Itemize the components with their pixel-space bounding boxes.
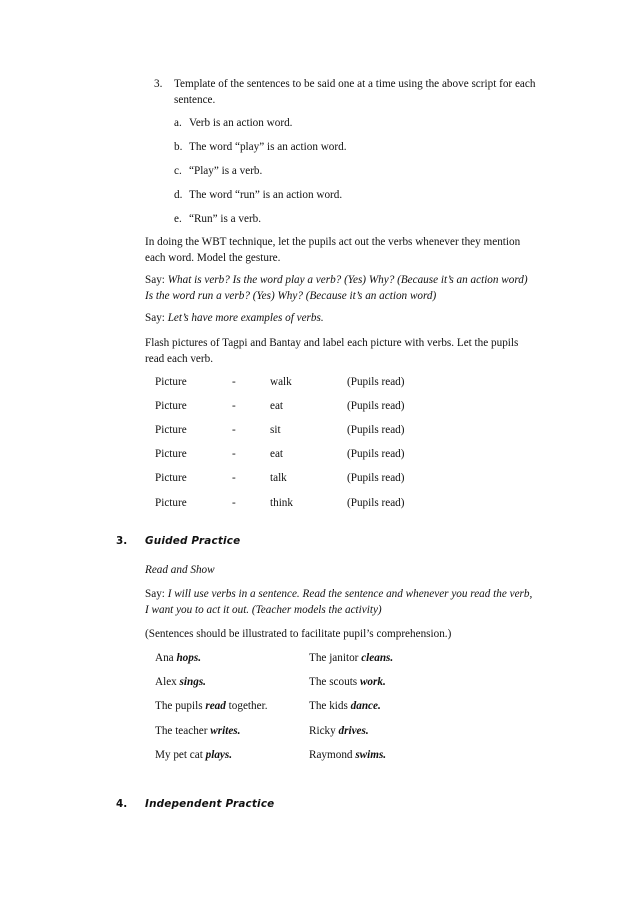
dash-cell: -: [232, 448, 236, 460]
dash-cell: -: [232, 376, 236, 388]
verb: drives.: [338, 725, 369, 737]
item3-number: 3.: [154, 78, 163, 90]
picture-cell: Picture: [155, 376, 187, 388]
verb-cell: eat: [270, 400, 284, 412]
sentence-left: My pet cat plays.: [155, 749, 233, 761]
pupils-read-cell: (Pupils read): [347, 448, 405, 460]
flash-line1: Flash pictures of Tagpi and Bantay and label each picture with verbs. Let the pupils: [145, 337, 519, 349]
section3-say-label: Say:: [145, 588, 168, 600]
section3-say-row: [145, 588, 532, 600]
pupils-read-cell: (Pupils read): [347, 400, 405, 412]
sentence-left: The teacher writes.: [155, 725, 241, 737]
sentence-right: Raymond swims.: [309, 749, 387, 761]
picture-cell: Picture: [155, 424, 187, 436]
subitem-letter: e.: [174, 213, 182, 225]
pupils-read-cell: (Pupils read): [347, 424, 405, 436]
verb: writes.: [210, 725, 241, 737]
section3-number: 3.: [116, 535, 128, 547]
say1-line1-row: [145, 274, 528, 286]
verb-cell: talk: [270, 472, 287, 484]
verb: swims.: [355, 749, 387, 761]
subitem-text: “Play” is a verb.: [189, 165, 263, 177]
say1-line1: What is verb? Is the word play a verb? (Yes) Why? (Because it’s an action word): [167, 274, 528, 286]
subitem-letter: c.: [174, 165, 182, 177]
verb: read: [205, 700, 226, 712]
item3-line2: sentence.: [174, 94, 216, 106]
dash-cell: -: [232, 472, 236, 484]
item3-line1: Template of the sentences to be said one at a time using the above script for each: [174, 78, 536, 90]
sentence-left: Ana hops.: [155, 652, 201, 664]
say2-row: [145, 312, 324, 324]
pupils-read-cell: (Pupils read): [347, 472, 405, 484]
section3-note: (Sentences should be illustrated to facilitate pupil’s comprehension.): [145, 628, 452, 640]
subitem-text: Verb is an action word.: [189, 117, 293, 129]
sentence-right: The janitor cleans.: [309, 652, 394, 664]
verb: sings.: [179, 676, 206, 688]
section4-number: 4.: [116, 798, 128, 810]
verb-cell: think: [270, 497, 293, 509]
section3-title: Guided Practice: [145, 535, 241, 547]
picture-cell: Picture: [155, 448, 187, 460]
subitem-letter: d.: [174, 189, 183, 201]
flash-line2: read each verb.: [145, 353, 214, 365]
subitem-text: The word “play” is an action word.: [189, 141, 347, 153]
sentence-left: The pupils read together.: [155, 700, 268, 712]
sentence-right: Ricky drives.: [309, 725, 369, 737]
verb-cell: walk: [270, 376, 292, 388]
say1-label: Say:: [145, 274, 168, 286]
picture-cell: Picture: [155, 497, 187, 509]
subitem-letter: b.: [174, 141, 183, 153]
sentence-right: The kids dance.: [309, 700, 381, 712]
subitem-letter: a.: [174, 117, 182, 129]
verb: cleans.: [361, 652, 394, 664]
wbt-line2: each word. Model the gesture.: [145, 252, 281, 264]
verb: dance.: [350, 700, 381, 712]
section3-say-line1: I will use verbs in a sentence. Read the sentence and whenever you read the verb,: [167, 588, 533, 600]
wbt-line1: In doing the WBT technique, let the pupils act out the verbs whenever they mention: [145, 236, 521, 248]
verb: plays.: [205, 749, 233, 761]
subitem-text: The word “run” is an action word.: [189, 189, 343, 201]
verb: hops.: [176, 652, 201, 664]
dash-cell: -: [232, 497, 236, 509]
dash-cell: -: [232, 424, 236, 436]
picture-cell: Picture: [155, 400, 187, 412]
verb-cell: eat: [270, 448, 284, 460]
pupils-read-cell: (Pupils read): [347, 376, 405, 388]
verb: work.: [359, 676, 386, 688]
subitem-text: “Run” is a verb.: [189, 213, 262, 225]
sentence-left: Alex sings.: [155, 676, 206, 688]
say2-text: Let’s have more examples of verbs.: [167, 312, 324, 324]
section3-say-line2: I want you to act it out. (Teacher models the activity): [145, 604, 382, 616]
sentence-right: The scouts work.: [309, 676, 386, 688]
verb-cell: sit: [270, 424, 281, 436]
section3-subtitle: Read and Show: [145, 564, 215, 576]
pupils-read-cell: (Pupils read): [347, 497, 405, 509]
say1-line2: Is the word run a verb? (Yes) Why? (Because it’s an action word): [145, 290, 437, 302]
picture-cell: Picture: [155, 472, 187, 484]
dash-cell: -: [232, 400, 236, 412]
section4-title: Independent Practice: [145, 798, 275, 810]
say2-label: Say:: [145, 312, 168, 324]
